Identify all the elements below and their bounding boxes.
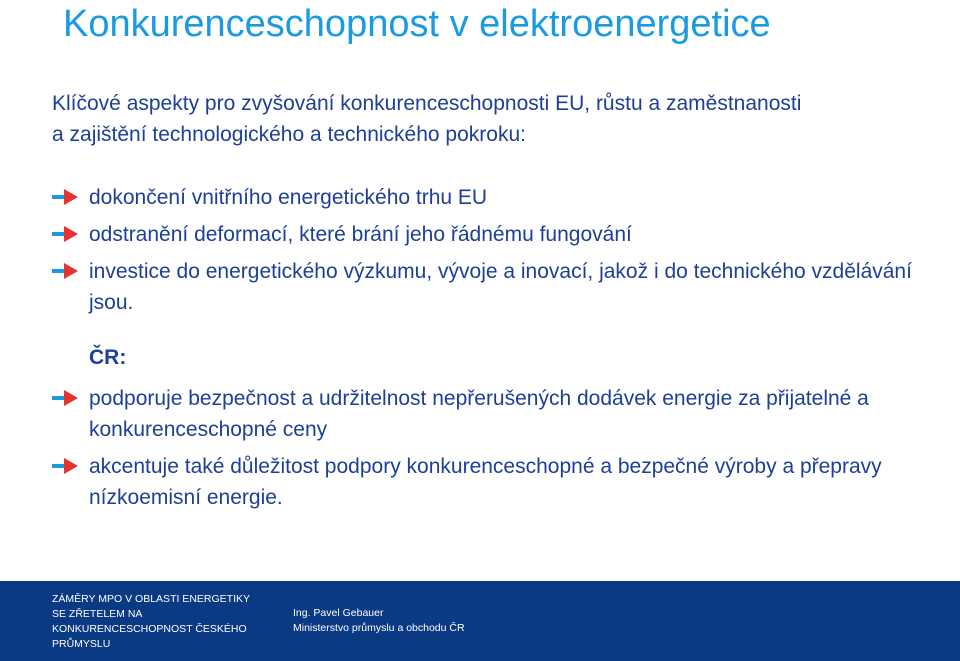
footer-title-line: ZÁMĚRY MPO V OBLASTI ENERGETIKY [52, 593, 250, 605]
bullet-item [52, 219, 932, 250]
arrow-right-icon [52, 458, 78, 474]
arrow-right-icon [52, 226, 78, 242]
bullet-text: akcentuje také důležitost podpory konkurenceschopné a bezpečné výroby a přepravy nízkoemisní energie. [89, 455, 882, 509]
cr-heading: ČR: [89, 346, 127, 369]
cr-bullet-list [52, 383, 932, 519]
bullet-text: podporuje bezpečnost a udržitelnost nepřerušených dodávek energie za přijatelné a konkurenceschopné ceny [89, 387, 869, 441]
bullet-text: odstranění deformací, které brání jeho řádnému fungování [89, 223, 632, 246]
footer-author: Ing. Pavel Gebauer [293, 607, 384, 619]
footer-title-line: SE ZŘETELEM NA [52, 608, 143, 620]
footer-title-line: PRŮMYSLU [52, 638, 111, 650]
slide-title: Konkurenceschopnost v elektroenergetice [63, 3, 771, 45]
footer-presentation-title [52, 592, 262, 652]
footer-author-block [293, 606, 465, 636]
bullet-item [52, 451, 932, 513]
bullet-item [52, 182, 932, 213]
bullet-item [52, 383, 932, 445]
arrow-right-icon [52, 189, 78, 205]
bullet-text: dokončení vnitřního energetického trhu EU [89, 186, 488, 209]
footer-organization: Ministerstvo průmyslu a obchodu ČR [293, 622, 465, 634]
arrow-right-icon [52, 390, 78, 406]
footer-title-line: KONKURENCESCHOPNOST ČESKÉHO [52, 623, 247, 635]
intro-text [52, 88, 932, 150]
intro-line: Klíčové aspekty pro zvyšování konkurenceschopnosti EU, růstu a zaměstnanosti [52, 92, 802, 115]
bullet-text: investice do energetického výzkumu, vývoje a inovací, jakož i do technického vzdělávání jsou. [89, 260, 912, 314]
bullet-item [52, 256, 932, 318]
intro-line: a zajištění technologického a technického pokroku: [52, 123, 526, 146]
footer-bar [0, 581, 960, 661]
eu-bullet-list [52, 182, 932, 324]
arrow-right-icon [52, 263, 78, 279]
